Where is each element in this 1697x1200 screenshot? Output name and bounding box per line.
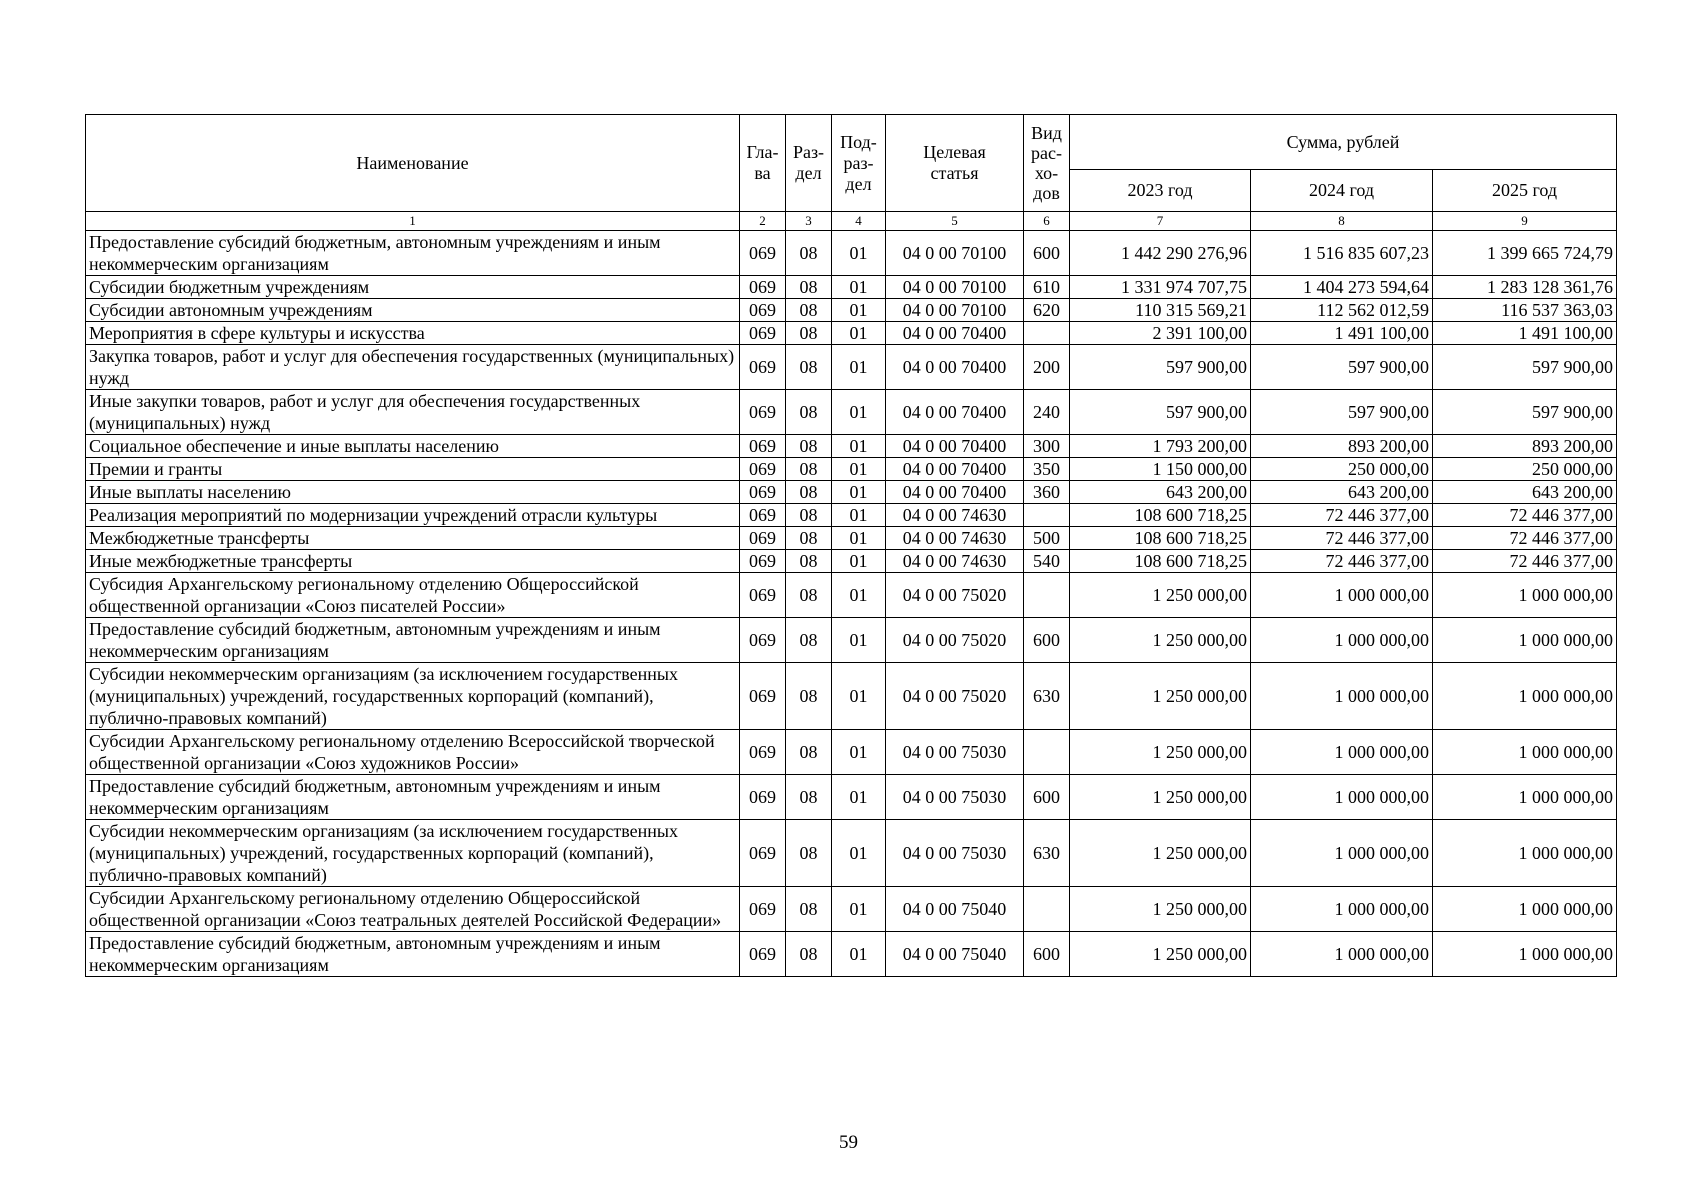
cell-vid: 630 (1024, 663, 1070, 730)
cell-tselevaya: 04 0 00 75020 (886, 663, 1024, 730)
cell-glava: 069 (740, 527, 786, 550)
cell-razdel: 08 (786, 887, 832, 932)
cell-glava: 069 (740, 932, 786, 977)
table-row (86, 231, 1617, 276)
table-row (86, 299, 1617, 322)
column-number: 5 (886, 212, 1024, 231)
cell-tselevaya: 04 0 00 75020 (886, 573, 1024, 618)
table-row (86, 775, 1617, 820)
cell-name: Субсидии некоммерческим организациям (за исключением государственных (муниципальных) учреждений, государственных корпораций (компаний), публично-правовых компаний) (86, 663, 740, 730)
cell-sum-2023: 1 250 000,00 (1070, 618, 1251, 663)
cell-vid (1024, 730, 1070, 775)
cell-sum-2024: 72 446 377,00 (1251, 527, 1433, 550)
table-row (86, 322, 1617, 345)
cell-podrazdel: 01 (832, 458, 886, 481)
cell-sum-2024: 643 200,00 (1251, 481, 1433, 504)
cell-sum-2024: 1 000 000,00 (1251, 618, 1433, 663)
cell-sum-2023: 2 391 100,00 (1070, 322, 1251, 345)
header-vid: Вид рас- хо- дов (1024, 115, 1070, 212)
cell-vid: 200 (1024, 345, 1070, 390)
table-row (86, 390, 1617, 435)
cell-sum-2023: 597 900,00 (1070, 390, 1251, 435)
table-body (86, 231, 1617, 977)
cell-name: Субсидии бюджетным учреждениям (86, 276, 740, 299)
cell-name: Социальное обеспечение и иные выплаты населению (86, 435, 740, 458)
cell-name: Предоставление субсидий бюджетным, автономным учреждениям и иным некоммерческим организациям (86, 932, 740, 977)
cell-glava: 069 (740, 775, 786, 820)
cell-sum-2025: 1 000 000,00 (1433, 573, 1617, 618)
column-number: 8 (1251, 212, 1433, 231)
cell-razdel: 08 (786, 345, 832, 390)
cell-glava: 069 (740, 299, 786, 322)
cell-sum-2025: 893 200,00 (1433, 435, 1617, 458)
cell-sum-2023: 1 793 200,00 (1070, 435, 1251, 458)
table-row (86, 730, 1617, 775)
cell-sum-2025: 597 900,00 (1433, 345, 1617, 390)
cell-tselevaya: 04 0 00 75030 (886, 775, 1024, 820)
cell-sum-2024: 1 000 000,00 (1251, 820, 1433, 887)
cell-podrazdel: 01 (832, 618, 886, 663)
cell-sum-2024: 1 404 273 594,64 (1251, 276, 1433, 299)
cell-tselevaya: 04 0 00 70400 (886, 435, 1024, 458)
cell-vid (1024, 322, 1070, 345)
cell-vid: 350 (1024, 458, 1070, 481)
cell-glava: 069 (740, 322, 786, 345)
table-row (86, 663, 1617, 730)
cell-sum-2025: 1 283 128 361,76 (1433, 276, 1617, 299)
cell-sum-2023: 1 331 974 707,75 (1070, 276, 1251, 299)
header-podrazdel: Под- раз- дел (832, 115, 886, 212)
table-row (86, 276, 1617, 299)
cell-vid: 600 (1024, 775, 1070, 820)
cell-sum-2023: 1 250 000,00 (1070, 932, 1251, 977)
cell-sum-2023: 108 600 718,25 (1070, 550, 1251, 573)
cell-podrazdel: 01 (832, 887, 886, 932)
cell-glava: 069 (740, 573, 786, 618)
cell-tselevaya: 04 0 00 70400 (886, 390, 1024, 435)
cell-sum-2025: 1 000 000,00 (1433, 775, 1617, 820)
cell-name: Субсидия Архангельскому региональному отделению Общероссийской общественной организации «Союз писателей России» (86, 573, 740, 618)
cell-razdel: 08 (786, 932, 832, 977)
header-name-label: Наименование (356, 152, 469, 173)
cell-vid: 300 (1024, 435, 1070, 458)
cell-name: Субсидии Архангельскому региональному отделению Общероссийской общественной организации «Союз театральных деятелей Российской Федерации» (86, 887, 740, 932)
cell-tselevaya: 04 0 00 75040 (886, 932, 1024, 977)
cell-podrazdel: 01 (832, 322, 886, 345)
cell-podrazdel: 01 (832, 775, 886, 820)
cell-podrazdel: 01 (832, 299, 886, 322)
cell-razdel: 08 (786, 775, 832, 820)
cell-glava: 069 (740, 345, 786, 390)
cell-razdel: 08 (786, 504, 832, 527)
cell-name: Субсидии Архангельскому региональному отделению Всероссийской творческой общественной организации «Союз художников России» (86, 730, 740, 775)
column-number: 9 (1433, 212, 1617, 231)
cell-name: Иные выплаты населению (86, 481, 740, 504)
cell-podrazdel: 01 (832, 663, 886, 730)
cell-sum-2023: 1 250 000,00 (1070, 820, 1251, 887)
cell-sum-2025: 643 200,00 (1433, 481, 1617, 504)
cell-tselevaya: 04 0 00 75030 (886, 730, 1024, 775)
header-summa: Сумма, рублей (1070, 115, 1617, 170)
cell-vid (1024, 573, 1070, 618)
header-name (86, 115, 740, 212)
header-year-2025: 2025 год (1433, 170, 1617, 212)
cell-name: Закупка товаров, работ и услуг для обеспечения государственных (муниципальных) нужд (86, 345, 740, 390)
cell-razdel: 08 (786, 481, 832, 504)
cell-podrazdel: 01 (832, 527, 886, 550)
cell-razdel: 08 (786, 458, 832, 481)
cell-sum-2024: 1 000 000,00 (1251, 775, 1433, 820)
column-number: 2 (740, 212, 786, 231)
cell-name: Межбюджетные трансферты (86, 527, 740, 550)
cell-name: Иные межбюджетные трансферты (86, 550, 740, 573)
cell-glava: 069 (740, 504, 786, 527)
cell-sum-2025: 250 000,00 (1433, 458, 1617, 481)
cell-tselevaya: 04 0 00 75020 (886, 618, 1024, 663)
cell-sum-2025: 1 000 000,00 (1433, 618, 1617, 663)
table-row (86, 458, 1617, 481)
cell-razdel: 08 (786, 435, 832, 458)
cell-razdel: 08 (786, 663, 832, 730)
cell-sum-2024: 112 562 012,59 (1251, 299, 1433, 322)
cell-sum-2024: 1 000 000,00 (1251, 932, 1433, 977)
header-razdel: Раз- дел (786, 115, 832, 212)
table-row (86, 527, 1617, 550)
cell-vid: 360 (1024, 481, 1070, 504)
cell-sum-2025: 72 446 377,00 (1433, 550, 1617, 573)
cell-sum-2025: 1 000 000,00 (1433, 887, 1617, 932)
cell-podrazdel: 01 (832, 932, 886, 977)
cell-vid: 610 (1024, 276, 1070, 299)
cell-tselevaya: 04 0 00 74630 (886, 550, 1024, 573)
cell-glava: 069 (740, 231, 786, 276)
cell-tselevaya: 04 0 00 75040 (886, 887, 1024, 932)
cell-razdel: 08 (786, 322, 832, 345)
cell-sum-2023: 108 600 718,25 (1070, 504, 1251, 527)
cell-sum-2025: 1 000 000,00 (1433, 820, 1617, 887)
cell-sum-2024: 1 000 000,00 (1251, 730, 1433, 775)
cell-razdel: 08 (786, 550, 832, 573)
page-number: 59 (839, 1132, 858, 1153)
cell-vid: 600 (1024, 932, 1070, 977)
column-number: 7 (1070, 212, 1251, 231)
cell-sum-2024: 1 000 000,00 (1251, 573, 1433, 618)
cell-sum-2024: 1 000 000,00 (1251, 663, 1433, 730)
cell-name: Субсидии автономным учреждениям (86, 299, 740, 322)
cell-razdel: 08 (786, 618, 832, 663)
cell-sum-2024: 1 000 000,00 (1251, 887, 1433, 932)
cell-glava: 069 (740, 820, 786, 887)
cell-glava: 069 (740, 550, 786, 573)
cell-sum-2025: 1 000 000,00 (1433, 932, 1617, 977)
table-row (86, 573, 1617, 618)
cell-tselevaya: 04 0 00 74630 (886, 504, 1024, 527)
table-row (86, 932, 1617, 977)
cell-name: Реализация мероприятий по модернизации учреждений отрасли культуры (86, 504, 740, 527)
table-row (86, 887, 1617, 932)
cell-name: Предоставление субсидий бюджетным, автономным учреждениям и иным некоммерческим организациям (86, 231, 740, 276)
cell-sum-2024: 72 446 377,00 (1251, 550, 1433, 573)
cell-sum-2023: 643 200,00 (1070, 481, 1251, 504)
cell-sum-2024: 250 000,00 (1251, 458, 1433, 481)
cell-podrazdel: 01 (832, 820, 886, 887)
cell-tselevaya: 04 0 00 70400 (886, 322, 1024, 345)
cell-name: Предоставление субсидий бюджетным, автономным учреждениям и иным некоммерческим организациям (86, 775, 740, 820)
cell-vid (1024, 504, 1070, 527)
table-row (86, 504, 1617, 527)
cell-sum-2025: 597 900,00 (1433, 390, 1617, 435)
cell-podrazdel: 01 (832, 231, 886, 276)
cell-glava: 069 (740, 390, 786, 435)
cell-razdel: 08 (786, 299, 832, 322)
cell-sum-2024: 597 900,00 (1251, 390, 1433, 435)
header-year-2024: 2024 год (1251, 170, 1433, 212)
table-row (86, 345, 1617, 390)
column-number: 3 (786, 212, 832, 231)
cell-razdel: 08 (786, 730, 832, 775)
cell-sum-2023: 110 315 569,21 (1070, 299, 1251, 322)
cell-sum-2025: 72 446 377,00 (1433, 527, 1617, 550)
cell-vid (1024, 887, 1070, 932)
cell-vid: 540 (1024, 550, 1070, 573)
cell-tselevaya: 04 0 00 70100 (886, 276, 1024, 299)
cell-sum-2023: 1 250 000,00 (1070, 730, 1251, 775)
cell-sum-2024: 597 900,00 (1251, 345, 1433, 390)
cell-podrazdel: 01 (832, 550, 886, 573)
cell-sum-2023: 1 442 290 276,96 (1070, 231, 1251, 276)
cell-tselevaya: 04 0 00 74630 (886, 527, 1024, 550)
cell-razdel: 08 (786, 390, 832, 435)
cell-sum-2023: 597 900,00 (1070, 345, 1251, 390)
cell-sum-2024: 1 491 100,00 (1251, 322, 1433, 345)
cell-glava: 069 (740, 663, 786, 730)
cell-razdel: 08 (786, 276, 832, 299)
cell-podrazdel: 01 (832, 435, 886, 458)
cell-sum-2024: 72 446 377,00 (1251, 504, 1433, 527)
cell-tselevaya: 04 0 00 70100 (886, 231, 1024, 276)
cell-podrazdel: 01 (832, 345, 886, 390)
cell-glava: 069 (740, 458, 786, 481)
cell-sum-2024: 893 200,00 (1251, 435, 1433, 458)
cell-razdel: 08 (786, 820, 832, 887)
cell-sum-2023: 1 250 000,00 (1070, 573, 1251, 618)
cell-sum-2025: 1 000 000,00 (1433, 730, 1617, 775)
cell-sum-2023: 1 250 000,00 (1070, 887, 1251, 932)
cell-name: Премии и гранты (86, 458, 740, 481)
cell-glava: 069 (740, 618, 786, 663)
cell-podrazdel: 01 (832, 481, 886, 504)
cell-sum-2023: 1 250 000,00 (1070, 663, 1251, 730)
header-year-2023: 2023 год (1070, 170, 1251, 212)
cell-sum-2025: 1 399 665 724,79 (1433, 231, 1617, 276)
table-row (86, 481, 1617, 504)
cell-razdel: 08 (786, 527, 832, 550)
cell-podrazdel: 01 (832, 276, 886, 299)
cell-tselevaya: 04 0 00 70400 (886, 458, 1024, 481)
cell-sum-2024: 1 516 835 607,23 (1251, 231, 1433, 276)
cell-podrazdel: 01 (832, 504, 886, 527)
cell-glava: 069 (740, 276, 786, 299)
cell-name: Мероприятия в сфере культуры и искусства (86, 322, 740, 345)
cell-vid: 500 (1024, 527, 1070, 550)
cell-name: Субсидии некоммерческим организациям (за исключением государственных (муниципальных) учреждений, государственных корпораций (компаний), публично-правовых компаний) (86, 820, 740, 887)
cell-vid: 620 (1024, 299, 1070, 322)
table-row (86, 820, 1617, 887)
cell-sum-2025: 116 537 363,03 (1433, 299, 1617, 322)
cell-vid: 630 (1024, 820, 1070, 887)
cell-sum-2025: 1 491 100,00 (1433, 322, 1617, 345)
cell-glava: 069 (740, 481, 786, 504)
cell-name: Иные закупки товаров, работ и услуг для обеспечения государственных (муниципальных) нужд (86, 390, 740, 435)
table-row (86, 550, 1617, 573)
column-number: 4 (832, 212, 886, 231)
column-number: 1 (86, 212, 740, 231)
cell-glava: 069 (740, 435, 786, 458)
cell-podrazdel: 01 (832, 730, 886, 775)
table-row (86, 618, 1617, 663)
cell-name: Предоставление субсидий бюджетным, автономным учреждениям и иным некоммерческим организациям (86, 618, 740, 663)
cell-glava: 069 (740, 887, 786, 932)
cell-tselevaya: 04 0 00 70100 (886, 299, 1024, 322)
cell-sum-2025: 1 000 000,00 (1433, 663, 1617, 730)
cell-vid: 240 (1024, 390, 1070, 435)
header-tselevaya: Целевая статья (886, 115, 1024, 212)
cell-tselevaya: 04 0 00 75030 (886, 820, 1024, 887)
cell-razdel: 08 (786, 231, 832, 276)
cell-tselevaya: 04 0 00 70400 (886, 345, 1024, 390)
cell-sum-2023: 1 150 000,00 (1070, 458, 1251, 481)
table-row (86, 435, 1617, 458)
cell-sum-2023: 1 250 000,00 (1070, 775, 1251, 820)
cell-sum-2025: 72 446 377,00 (1433, 504, 1617, 527)
column-number: 6 (1024, 212, 1070, 231)
cell-glava: 069 (740, 730, 786, 775)
cell-vid: 600 (1024, 231, 1070, 276)
header-glava: Гла- ва (740, 115, 786, 212)
cell-podrazdel: 01 (832, 573, 886, 618)
column-number-row (86, 212, 1617, 231)
cell-podrazdel: 01 (832, 390, 886, 435)
cell-vid: 600 (1024, 618, 1070, 663)
cell-razdel: 08 (786, 573, 832, 618)
cell-tselevaya: 04 0 00 70400 (886, 481, 1024, 504)
cell-sum-2023: 108 600 718,25 (1070, 527, 1251, 550)
budget-table (85, 114, 1617, 977)
